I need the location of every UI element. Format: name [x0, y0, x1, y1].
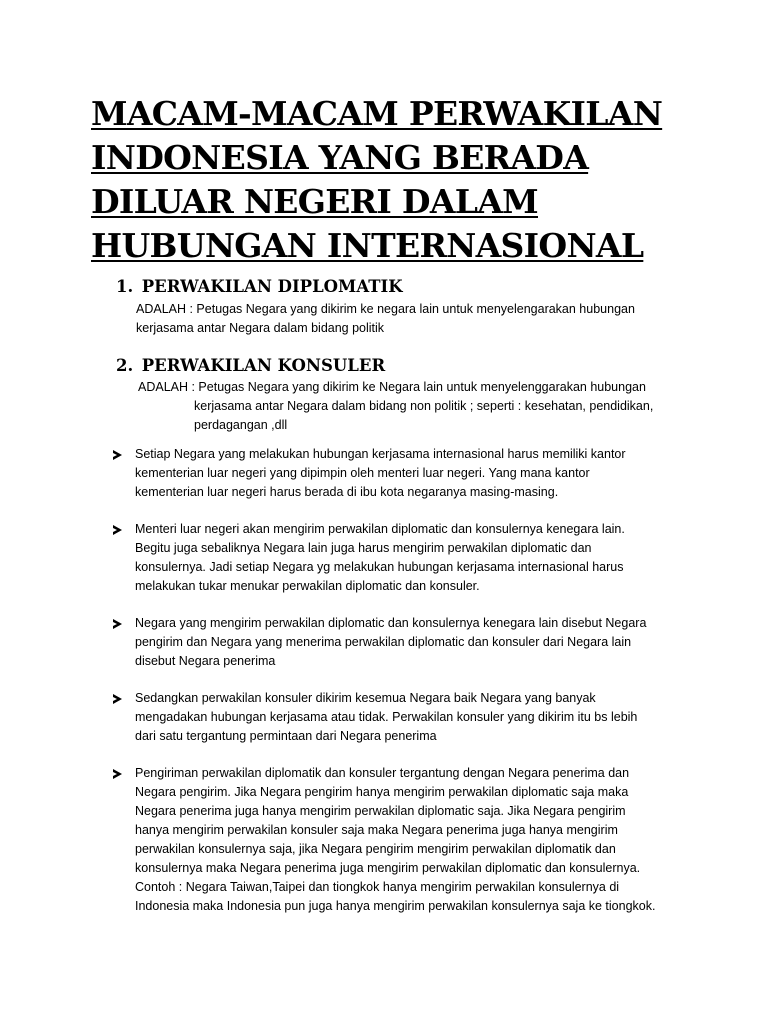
bullet-line: kementerian luar negeri yang dipimpin oleh menteri luar negeri. Yang mana kantor: [135, 466, 590, 480]
section-heading-text: PERWAKILAN DIPLOMATIK: [141, 277, 403, 296]
definition-line: ADALAH : Petugas Negara yang dikirim ke Negara lain untuk menyelenggarakan hubungan: [138, 380, 646, 394]
bullet-text: [135, 764, 655, 916]
bullet-line: disebut Negara penerima: [135, 654, 276, 668]
section-heading-konsuler: [116, 356, 385, 376]
title-line: INDONESIA YANG BERADA: [91, 138, 589, 177]
arrow-bullet-icon: [113, 450, 122, 460]
bullet-line: dari satu tergantung permintaan dari Negara penerima: [135, 729, 437, 743]
title-line: MACAM-MACAM PERWAKILAN: [91, 94, 663, 133]
bullet-line: melakukan tukar menukar perwakilan diplomatic dan konsuler.: [135, 579, 480, 593]
definition-line: perdagangan ,dll: [194, 418, 288, 432]
bullet-line: perwakilan konsulernya saja, jika Negara pengirim mengirim perwakilan diplomatik dan: [135, 842, 616, 856]
bullet-text: [135, 520, 625, 596]
section-heading-diplomatik: [116, 277, 403, 297]
bullet-line: Begitu juga sebaliknya Negara lain juga harus mengirim perwakilan diplomatic dan: [135, 541, 592, 555]
section-number: 1.: [116, 277, 134, 296]
bullet-line: pengirim dan Negara yang menerima perwakilan diplomatic dan konsuler dari Negara lain: [135, 635, 632, 649]
bullet-line: Setiap Negara yang melakukan hubungan kerjasama internasional harus memiliki kantor: [135, 447, 626, 461]
bullet-text: [135, 445, 626, 502]
arrow-bullet-icon: [113, 525, 122, 535]
document-title: [91, 92, 711, 268]
bullet-text: [135, 614, 646, 671]
section-definition-diplomatik: [136, 300, 635, 338]
bullet-line: Indonesia maka Indonesia pun juga hanya mengirim perwakilan konsulernya saja ke tiongkok.: [135, 899, 656, 913]
title-line: HUBUNGAN INTERNASIONAL: [91, 226, 644, 265]
bullet-line: konsulernya. Jadi setiap Negara yg melakukan hubungan kerjasama internasional harus: [135, 560, 624, 574]
section-number: 2.: [116, 356, 134, 375]
section-definition-konsuler: [138, 378, 653, 435]
bullet-line: mengadakan hubungan kerjasama atau tidak. Perwakilan konsuler yang dikirim itu bs lebih: [135, 710, 638, 724]
definition-line: kerjasama antar Negara dalam bidang non politik ; seperti : kesehatan, pendidikan,: [194, 399, 654, 413]
bullet-line: hanya mengirim perwakilan konsuler saja maka Negara penerima juga hanya mengirim: [135, 823, 618, 837]
arrow-bullet-icon: [113, 619, 122, 629]
definition-line: ADALAH : Petugas Negara yang dikirim ke negara lain untuk menyelengarakan hubungan: [136, 302, 635, 316]
definition-line: kerjasama antar Negara dalam bidang politik: [136, 321, 385, 335]
bullet-line: Negara penerima juga hanya mengirim perwakilan diplomatic saja. Jika Negara pengirim: [135, 804, 626, 818]
bullet-line: Negara pengirim. Jika Negara pengirim hanya mengirim perwakilan diplomatic saja maka: [135, 785, 629, 799]
section-heading-text: PERWAKILAN KONSULER: [141, 356, 386, 375]
bullet-text: [135, 689, 637, 746]
bullet-line: Menteri luar negeri akan mengirim perwakilan diplomatic dan konsulernya kenegara lain.: [135, 522, 625, 536]
bullet-line: Sedangkan perwakilan konsuler dikirim kesemua Negara baik Negara yang banyak: [135, 691, 596, 705]
bullet-line: Pengiriman perwakilan diplomatik dan konsuler tergantung dengan Negara penerima dan: [135, 766, 630, 780]
title-line: DILUAR NEGERI DALAM: [91, 182, 538, 221]
bullet-line: Negara yang mengirim perwakilan diplomatic dan konsulernya kenegara lain disebut Negara: [135, 616, 647, 630]
bullet-line: konsulernya maka Negara penerima juga mengirim perwakilan diplomatic dan konsulernya.: [135, 861, 641, 875]
bullet-line: Contoh : Negara Taiwan,Taipei dan tiongkok hanya mengirim perwakilan konsulernya di: [135, 880, 620, 894]
bullet-line: kementerian luar negeri harus berada di ibu kota negaranya masing-masing.: [135, 485, 559, 499]
arrow-bullet-icon: [113, 769, 122, 779]
arrow-bullet-icon: [113, 694, 122, 704]
